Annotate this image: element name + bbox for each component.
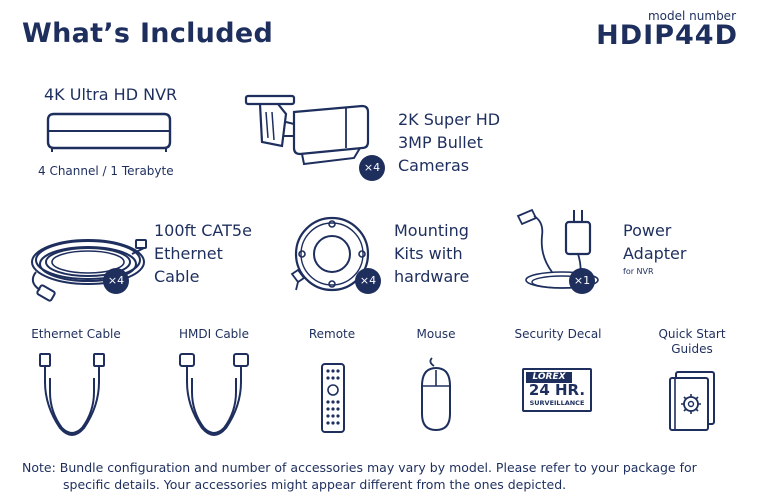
quick-start-guides-label — [640, 327, 744, 357]
mounting-line3: hardware — [394, 267, 470, 286]
hdmi-cable-icon — [176, 352, 252, 442]
cameras-line2: 3MP Bullet — [398, 133, 483, 152]
ethernet-cable-label: Ethernet Cable — [31, 327, 121, 341]
guides-label-line1: Quick Start — [658, 327, 726, 341]
power-line2: Adapter — [623, 244, 687, 263]
power-note: for NVR — [623, 267, 654, 276]
coiled-cable-icon — [18, 218, 148, 308]
cameras-line3: Cameras — [398, 156, 470, 175]
cameras-qty-badge: ×4 — [359, 155, 385, 181]
nvr-icon — [44, 112, 174, 154]
decal-brand: LOREX — [526, 372, 572, 383]
power-line1: Power — [623, 221, 672, 240]
decal-24hr: 24 HR. — [528, 381, 586, 399]
remote-label: Remote — [308, 327, 356, 341]
mounting-qty-badge: ×4 — [355, 268, 381, 294]
nvr-title: 4K Ultra HD NVR — [44, 85, 178, 104]
hdmi-cable-label: HMDI Cable — [178, 327, 250, 341]
security-decal-label: Security Decal — [514, 327, 602, 341]
mouse-label: Mouse — [416, 327, 456, 341]
model-number-label: model number — [647, 9, 736, 23]
cable-line1: 100ft CAT5e — [154, 221, 252, 240]
quick-start-guide-icon — [666, 370, 718, 432]
power-adapter-icon — [512, 206, 612, 298]
page-title: What’s Included — [22, 18, 274, 49]
cable-line3: Cable — [154, 267, 200, 286]
note-line2: specific details. Your accessories might appear different from the ones depicted. — [63, 477, 567, 492]
cable-line2: Ethernet — [154, 244, 223, 263]
mounting-line1: Mounting — [394, 221, 469, 240]
power-qty-badge: ×1 — [569, 268, 595, 294]
mounting-line2: Kits with — [394, 244, 463, 263]
cable-qty-badge: ×4 — [103, 268, 129, 294]
note-line1: Note: Bundle configuration and number of accessories may vary by model. Please refer to your package for — [22, 460, 697, 475]
cameras-line1: 2K Super HD — [398, 110, 501, 129]
mouse-icon — [418, 356, 454, 434]
model-number: HDIP44D — [596, 20, 738, 51]
security-decal-image — [522, 368, 592, 412]
remote-icon — [320, 362, 346, 434]
decal-surveillance: SURVEILLANCE — [529, 399, 585, 407]
ethernet-cable-icon — [36, 352, 108, 442]
guides-label-line2: Guides — [671, 342, 713, 356]
footer-note — [22, 459, 742, 493]
nvr-subtitle: 4 Channel / 1 Terabyte — [38, 164, 174, 178]
